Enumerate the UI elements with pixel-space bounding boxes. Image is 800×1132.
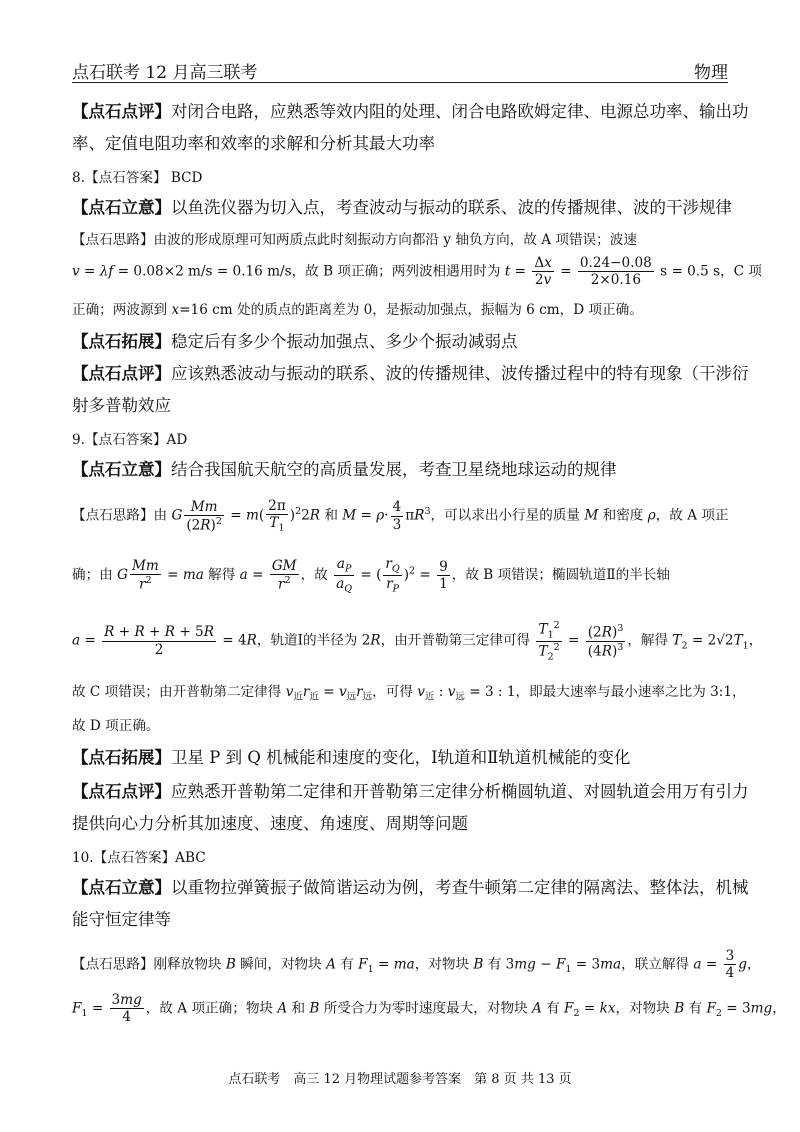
- q9-idea-line-4: 故 C 项错误；由开普勒第二定律得 $v_近r_近 = v_远r_远$，可得 $v_近$ : $v_远 = 3$ : 1，即最大速率与最小速率之比为 3:1，: [72, 684, 746, 703]
- q10-idea-line-2: $F_1$ = $\frac{3mg}{4}$ ，故 A 项正确；物块 A 和 B 所受合力为零时速度最大，对物块 A 有 $F_2$ = kx，对物块 B 有 $F_2 = 3mg$，: [72, 992, 786, 1026]
- q7-comment-line-2: 率、定值电阻功率和效率的求解和分析其最大功率: [72, 134, 435, 153]
- q9-extension: 【点石拓展】卫星 P 到 Q 机械能和速度的变化，Ⅰ轨道和Ⅱ轨道机械能的变化: [72, 748, 631, 767]
- q9-idea-line-3: a = $\frac{R + R + R + 5R}{2}$ = 4R，轨道Ⅰ的半径为 2R，由开普勒第三定律可得 $\frac{T_1^2}{T_2^2}$ = $\frac{(2R)^3}{(4R)^3}$ ，解得 $T_2 = 2√2T_1$，: [72, 620, 763, 662]
- page-header: [72, 52, 728, 83]
- q9-idea-line-1: 【点石思路】由 G $\frac{Mm}{(2R)^2}$ = m( $\frac{2\pi}{T_1}$ )$^2$2R 和 M = ρ· $\frac{4}{3}$ $\pi R^3$，可以求出小行星的质量 M 和密度 ρ，故 A 项正: [72, 498, 729, 535]
- q8-extension: 【点石拓展】稳定后有多少个振动加强点、多少个振动减弱点: [72, 332, 518, 351]
- header-title: 点石联考 12 月高三联考: [72, 63, 258, 83]
- q9-idea-line-2: 确；由 G $\frac{Mm}{r^2}$ = ma 解得 a = $\frac{GM}{r^2}$ ，故 $\frac{a_P}{a_Q}$ = ( $\frac{r_Q}{r_P}$ )$^2$ = $\frac{9}{1}$ ，故 B 项错误；椭圆轨道Ⅱ的半长轴: [72, 556, 670, 595]
- q9-intent: 【点石立意】结合我国航天航空的高质量发展，考查卫星绕地球运动的规律: [72, 460, 617, 479]
- page-footer: 点石联考 高三 12 月物理试题参考答案 第 8 页 共 13 页: [228, 1072, 572, 1087]
- q10-intent-line-2: 能守恒定律等: [72, 910, 171, 929]
- q10-intent-line-1: 【点石立意】以重物拉弹簧振子做简谐运动为例，考查牛顿第二定律的隔离法、整体法，机械: [72, 878, 749, 897]
- q10-idea-line-1: 【点石思路】刚释放物块 B 瞬间，对物块 A 有 $F_1$ = ma，对物块 B 有 $3mg - F_1 = 3ma$，联立解得 a = $\frac{3}{4}$ g，: [72, 948, 761, 982]
- q8-comment-line-2: 射多普勒效应: [72, 396, 171, 415]
- q7-comment-line-1: 【点石点评】对闭合电路，应熟悉等效内阻的处理、闭合电路欧姆定律、电源总功率、输出功: [72, 102, 749, 121]
- header-subject: 物理: [694, 63, 728, 83]
- q9-comment-line-2: 提供向心力分析其加速度、速度、角速度、周期等问题: [72, 814, 468, 833]
- q8-answer: 8.【点石答案】 BCD: [72, 170, 203, 186]
- q9-comment-line-1: 【点石点评】应熟悉开普勒第二定律和开普勒第三定律分析椭圆轨道、对圆轨道会用万有引力: [72, 782, 749, 801]
- q9-answer: 9.【点石答案】AD: [72, 432, 188, 448]
- q8-idea-line-3: 正确；两波源到 x=16 cm 处的质点的距离差为 0，是振动加强点，振幅为 6 cm，D 项正确。: [72, 302, 643, 318]
- q10-answer: 10.【点石答案】ABC: [72, 850, 206, 866]
- q8-intent: 【点石立意】以鱼洗仪器为切入点，考查波动与振动的联系、波的传播规律、波的干涉规律: [72, 198, 732, 217]
- q9-idea-line-5: 故 D 项正确。: [72, 718, 160, 734]
- q8-idea-line-2: v = λf = 0.08×2 m/s = 0.16 m/s，故 B 项正确；两列波相遇用时为 t = $\frac{\Delta x}{2v}$ = $\frac{0.24-0.08}{2\times 0.16}$ s = 0.5 s，C 项: [72, 255, 762, 289]
- q8-idea-line-1: 【点石思路】由波的形成原理可知两质点此时刻振动方向都沿 y 轴负方向，故 A 项错误；波速: [72, 232, 637, 248]
- q8-comment-line-1: 【点石点评】应该熟悉波动与振动的联系、波的传播规律、波传播过程中的特有现象（干涉衍: [72, 364, 749, 383]
